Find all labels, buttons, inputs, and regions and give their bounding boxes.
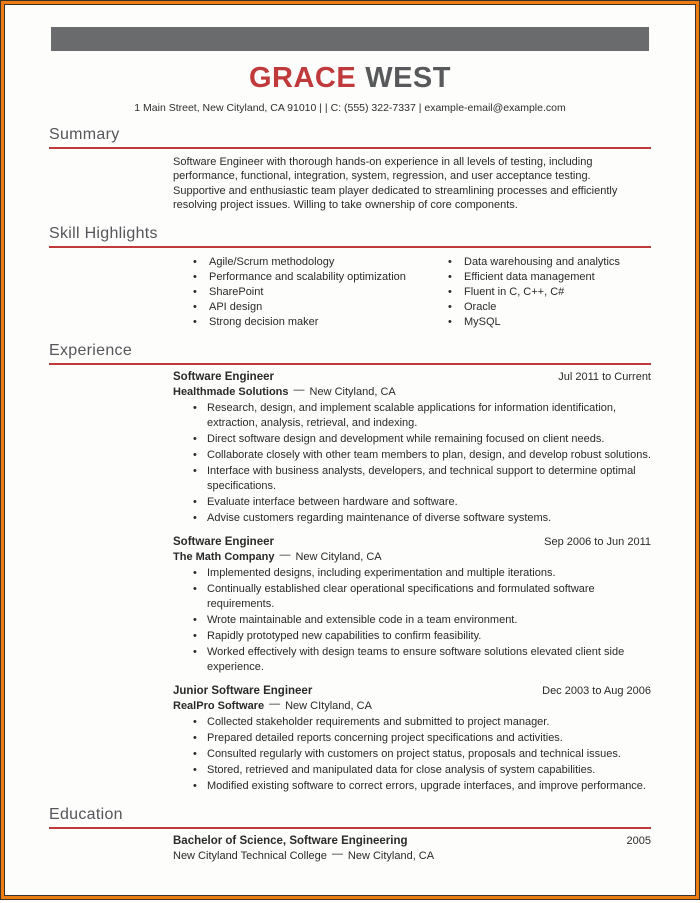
section-summary — [49, 126, 651, 213]
summary-section-title: Summary — [49, 126, 651, 149]
bullet-item: • Interface with business analysts, developers, and technical support to determine optimal specifications. — [173, 464, 651, 494]
skill-item: • Performance and scalability optimization — [173, 270, 428, 285]
bullet-item: • Evaluate interface between hardware and software. — [173, 495, 651, 510]
bullet-item: • Collaborate closely with other team members to plan, design, and develop robust solutions. — [173, 448, 651, 463]
skills-columns — [173, 255, 651, 330]
skills-section-title: Skill Highlights — [49, 225, 651, 248]
skill-item: • Efficient data management — [428, 270, 648, 285]
section-education — [49, 806, 651, 864]
education-location: New Cityland, CA — [347, 849, 435, 862]
education-degree: Bachelor of Science, Software Engineering — [173, 834, 408, 847]
contact-line: 1 Main Street, New Cityland, CA 91010 | | C: (555) 322-7337 | example-email@example.com — [134, 102, 566, 114]
bullet-item: • Modified existing software to correct errors, upgrade interfaces, and improve performance. — [173, 779, 651, 794]
bullet-item: • Wrote maintainable and extensible code in a team environment. — [173, 613, 651, 628]
skills-column-left — [173, 255, 428, 330]
dash-separator: — — [331, 847, 343, 860]
dash-separator: — — [269, 697, 281, 710]
section-skills — [49, 225, 651, 330]
skill-item: • API design — [173, 300, 428, 315]
bullet-item: • Collected stakeholder requirements and submitted to project manager. — [173, 715, 651, 730]
education-section-title: Education — [49, 806, 651, 829]
job-location: New Cityland, CA — [295, 550, 382, 563]
job-title: Junior Software Engineer — [173, 684, 313, 697]
job-dates: Jul 2011 to Current — [558, 370, 651, 383]
job-dates: Dec 2003 to Aug 2006 — [542, 684, 651, 697]
candidate-name — [49, 62, 651, 94]
job-entry — [173, 535, 651, 675]
job-title: Software Engineer — [173, 535, 274, 548]
bullet-item: • Consulted regularly with customers on project status, proposals and technical issues. — [173, 747, 651, 762]
job-entry — [173, 684, 651, 794]
skill-item: • Agile/Scrum methodology — [173, 255, 428, 270]
bullet-item: • Research, design, and implement scalable applications for information identification, extraction, analysis, retrieval, and indexing. — [173, 401, 651, 431]
bullet-item: • Continually established clear operational specifications and formulated software requirements. — [173, 582, 651, 612]
job-entry — [173, 370, 651, 526]
header-bar — [51, 27, 649, 51]
skill-item: • SharePoint — [173, 285, 428, 300]
skill-item: • Data warehousing and analytics — [428, 255, 648, 270]
skills-column-right — [428, 255, 648, 330]
bullet-item: • Stored, retrieved and manipulated data for close analysis of system capabilities. — [173, 763, 651, 778]
section-experience — [49, 342, 651, 794]
job-bullet-list — [173, 715, 651, 794]
job-bullet-list — [173, 401, 651, 526]
bullet-item: • Implemented designs, including experimentation and multiple iterations. — [173, 566, 651, 581]
name-first: GRACE — [248, 62, 357, 94]
name-last: WEST — [365, 62, 451, 94]
job-bullet-list — [173, 566, 651, 675]
summary-text: Software Engineer with thorough hands-on experience in all levels of testing, including performance, functional, integration, system, regression, and user acceptance testing. Supportive and enthusiastic team player dedicated to streamlining processes and efficiently resolving project issues. Willing to take ownership of core components. — [173, 155, 618, 211]
experience-section-title: Experience — [49, 342, 651, 365]
bullet-item: • Rapidly prototyped new capabilities to confirm feasibility. — [173, 629, 651, 644]
job-dates: Sep 2006 to Jun 2011 — [544, 535, 651, 548]
job-location: New Cityland, CA — [309, 385, 396, 398]
bullet-item: • Worked effectively with design teams to ensure software solutions elevated client side experience. — [173, 645, 651, 675]
bullet-item: • Direct software design and development while remaining focused on client needs. — [173, 432, 651, 447]
bullet-item: • Prepared detailed reports concerning project specifications and activities. — [173, 731, 651, 746]
dash-separator: — — [293, 383, 305, 396]
job-company: RealPro Software — [173, 699, 265, 712]
resume-page — [4, 4, 696, 896]
dash-separator: — — [279, 548, 291, 561]
education-year: 2005 — [626, 834, 651, 847]
education-school: New Cityland Technical College — [173, 849, 327, 862]
job-title: Software Engineer — [173, 370, 274, 383]
skill-item: • MySQL — [428, 315, 648, 330]
skill-item: • Oracle — [428, 300, 648, 315]
skill-item: • Fluent in C, C++, C# — [428, 285, 648, 300]
job-company: The Math Company — [173, 550, 275, 563]
bullet-item: • Advise customers regarding maintenance of diverse software systems. — [173, 511, 651, 526]
skill-item: • Strong decision maker — [173, 315, 428, 330]
job-location: New CItyland, CA — [285, 699, 372, 712]
job-company: Healthmade Solutions — [173, 385, 289, 398]
